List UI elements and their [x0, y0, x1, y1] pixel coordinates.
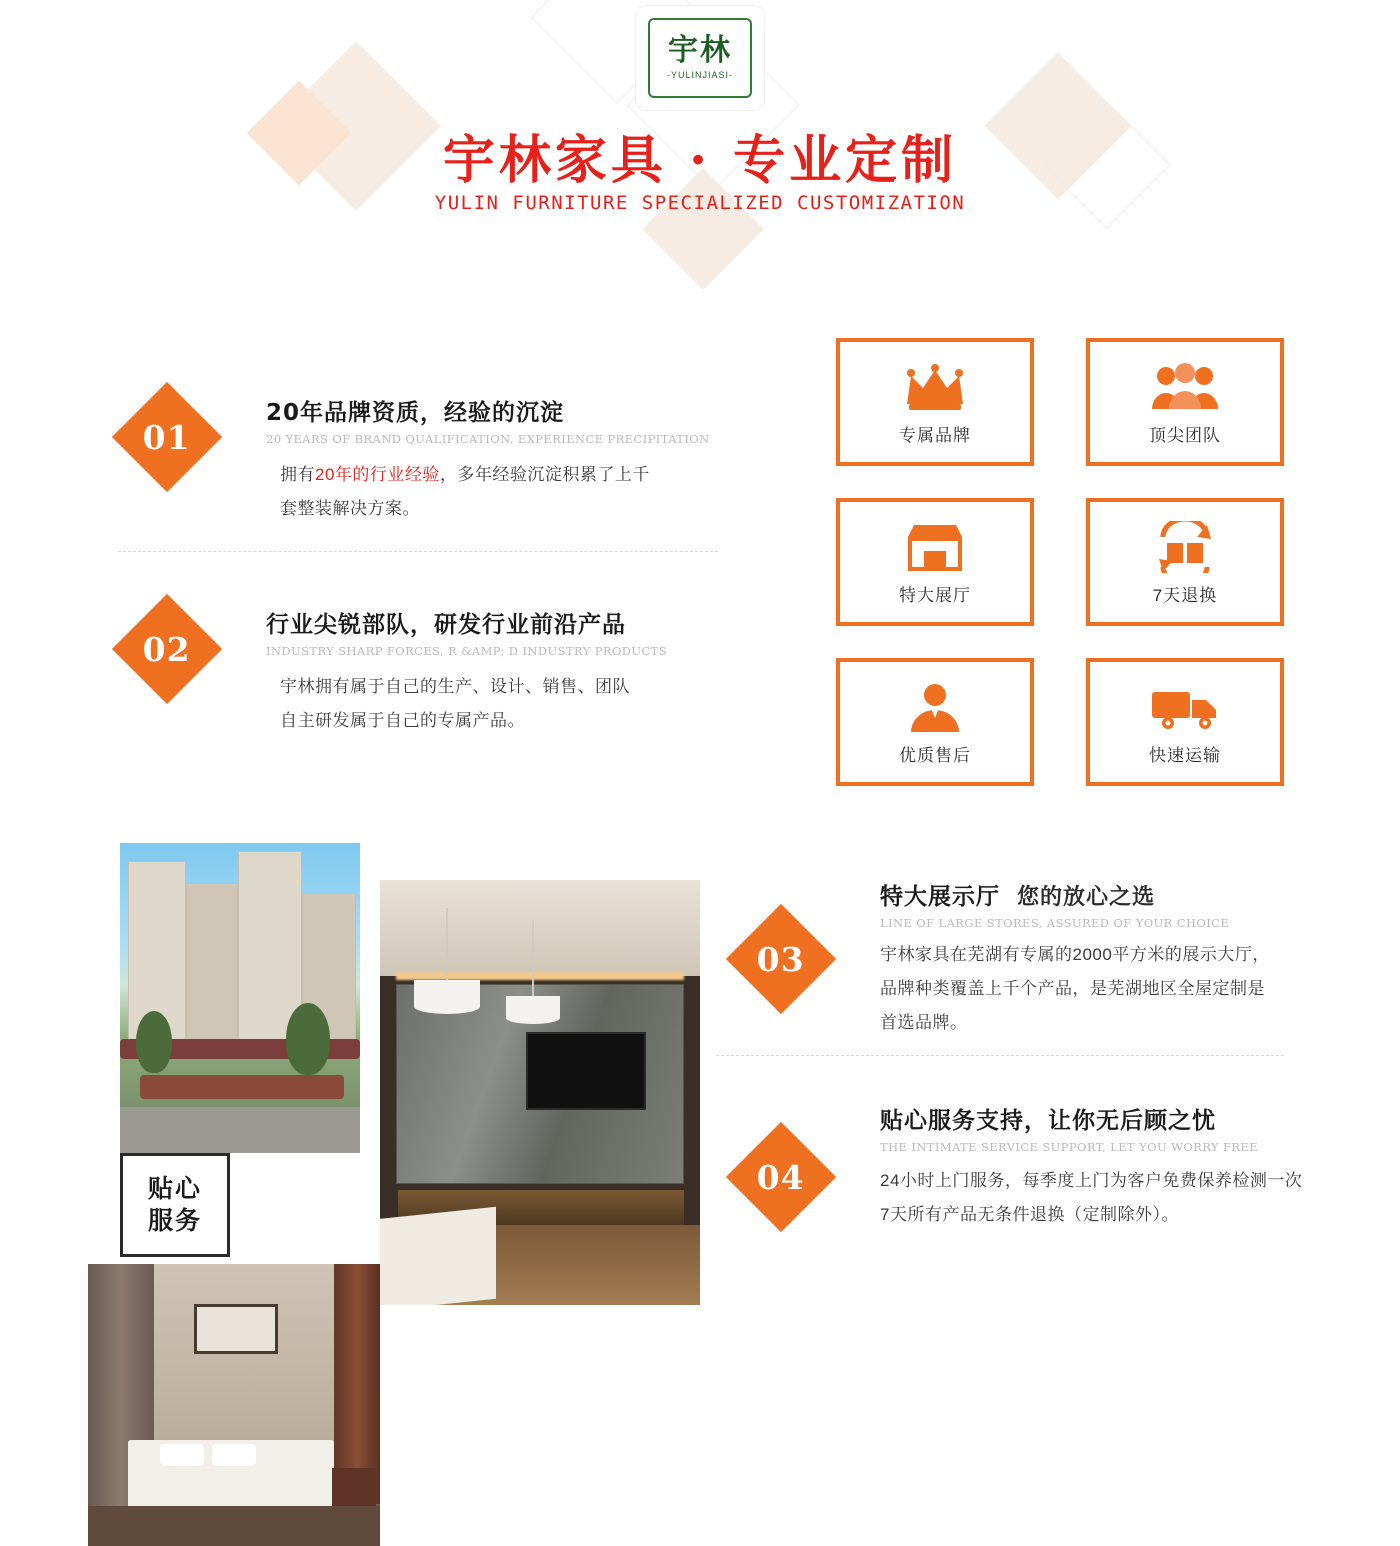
- living-light-strip: [396, 972, 684, 980]
- bedroom-floor: [88, 1506, 380, 1546]
- advantage-label-brand: 专属品牌: [899, 425, 971, 445]
- page-header: [0, 0, 1400, 300]
- feature-number-badge-04: [726, 1122, 836, 1232]
- advantage-card-team[interactable]: [1086, 338, 1284, 466]
- feature-title-03-rest: 您的放心之选: [1017, 885, 1156, 910]
- feature-number-badge-01: [112, 382, 222, 492]
- feature-body-04-line1: 24小时上门服务，每季度上门为客户免费保养检测一次: [880, 1171, 1303, 1190]
- feature-title-04: 贴心服务支持，让你无后顾之忧: [880, 1108, 1216, 1134]
- feature-number-04: 04: [757, 1157, 805, 1197]
- return-icon: [1153, 519, 1217, 575]
- advantage-icon-grid: [836, 338, 1284, 786]
- building-midleft: [186, 883, 238, 1041]
- feature-number-badge-02: [112, 594, 222, 704]
- truck-icon: [1150, 679, 1220, 735]
- advantage-label-aftersales: 优质售后: [899, 745, 971, 765]
- feature-subtitle-02: INDUSTRY SHARP FORCES, R &AMP; D INDUSTRY PRODUCTS: [266, 644, 667, 658]
- feature-number-01: 01: [143, 417, 191, 457]
- brand-logo-en: -YULINJIASI-: [666, 70, 733, 80]
- feature-body-02-line2: 自主研发属于自己的专属产品。: [280, 711, 525, 730]
- feature-divider-left: [118, 551, 718, 552]
- crown-icon: [903, 359, 967, 415]
- page-title: 宇林家具 · 专业定制: [442, 130, 958, 191]
- feature-body-02-line1: 宇林拥有属于自己的生产、设计、销售、团队: [280, 677, 630, 696]
- team-icon: [1150, 359, 1220, 415]
- feature-title-03: [880, 878, 1400, 911]
- feature-body-02: [266, 670, 746, 738]
- store-icon: [904, 519, 966, 575]
- brand-logo-cn: 宇林: [668, 33, 732, 68]
- feature-body-01-pre: 拥有: [280, 465, 315, 484]
- brand-logo: [636, 6, 764, 110]
- feature-body-01-highlight: 20年的行业经验: [315, 465, 440, 484]
- bedroom-framed-art: [194, 1304, 278, 1354]
- photo-bedroom: [88, 1264, 380, 1546]
- advantage-card-aftersales[interactable]: [836, 658, 1034, 786]
- service-badge-line1: 贴心: [147, 1174, 202, 1203]
- feature-number-badge-03: [726, 904, 836, 1014]
- feature-body-01: [266, 458, 746, 526]
- advantage-label-team: 顶尖团队: [1149, 425, 1221, 445]
- pendant-cord-2: [532, 920, 534, 998]
- pendant-cord-1: [446, 908, 448, 982]
- feature-body-03-line1: 宇林家具在芜湖有专属的2000平方米的展示大厅，: [880, 945, 1270, 964]
- feature-body-01-post: ，多年经验沉淀积累了上千: [439, 465, 650, 484]
- feature-body-03-line3: 首选品牌。: [880, 1013, 968, 1032]
- bedroom-pillow-2: [212, 1444, 256, 1466]
- feature-number-02: 02: [143, 629, 191, 669]
- feature-number-03: 03: [757, 939, 805, 979]
- advantage-label-shipping: 快速运输: [1149, 745, 1221, 765]
- service-badge-line2: 服务: [147, 1206, 202, 1235]
- feature-title-01: 20年品牌资质，经验的沉淀: [266, 400, 565, 426]
- brand-logo-inner: [648, 18, 752, 98]
- service-badge: [120, 1153, 230, 1257]
- advantage-card-brand[interactable]: [836, 338, 1034, 466]
- advantage-card-return[interactable]: [1086, 498, 1284, 626]
- feature-body-03-line2: 品牌种类覆盖上千个产品，是芜湖地区全屋定制是: [880, 979, 1265, 998]
- feature-title-03-strong: 特大展示厅: [880, 884, 1000, 910]
- advantage-label-return: 7天退换: [1152, 585, 1218, 605]
- feature-subtitle-04: THE INTIMATE SERVICE SUPPORT, LET YOU WORRY FREE: [880, 1140, 1258, 1154]
- feature-divider-right: [716, 1055, 1284, 1056]
- pendant-lamp-2: [506, 996, 560, 1024]
- support-icon: [907, 679, 963, 735]
- tree-2: [286, 1003, 330, 1075]
- feature-subtitle-01: 20 YEARS OF BRAND QUALIFICATION, EXPERIENCE PRECIPITATION: [266, 432, 710, 446]
- feature-body-04: [880, 1164, 1400, 1232]
- feature-body-03: [880, 938, 1400, 1040]
- feature-body-04-line2: 7天所有产品无条件退换（定制除外）。: [880, 1205, 1179, 1224]
- flower-bed: [140, 1075, 344, 1099]
- bedroom-pillow-1: [160, 1444, 204, 1466]
- advantage-label-showroom: 特大展厅: [899, 585, 971, 605]
- living-tv: [526, 1032, 646, 1110]
- photo-building-exterior: [120, 843, 360, 1153]
- page-subtitle: YULIN FURNITURE SPECIALIZED CUSTOMIZATION: [434, 192, 966, 214]
- street-foreground: [120, 1107, 360, 1153]
- photo-living-room: [380, 880, 700, 1305]
- advantage-card-showroom[interactable]: [836, 498, 1034, 626]
- feature-title-02: 行业尖锐部队，研发行业前沿产品: [266, 612, 626, 638]
- living-foreground-bed: [380, 1207, 496, 1305]
- pendant-lamp-1: [414, 980, 480, 1014]
- tree-1: [136, 1011, 172, 1073]
- feature-subtitle-03: LINE OF LARGE STORES, ASSURED OF YOUR CHOICE: [880, 916, 1230, 930]
- feature-body-01-line2: 套整装解决方案。: [280, 499, 420, 518]
- living-ceiling: [380, 880, 700, 976]
- advantage-card-shipping[interactable]: [1086, 658, 1284, 786]
